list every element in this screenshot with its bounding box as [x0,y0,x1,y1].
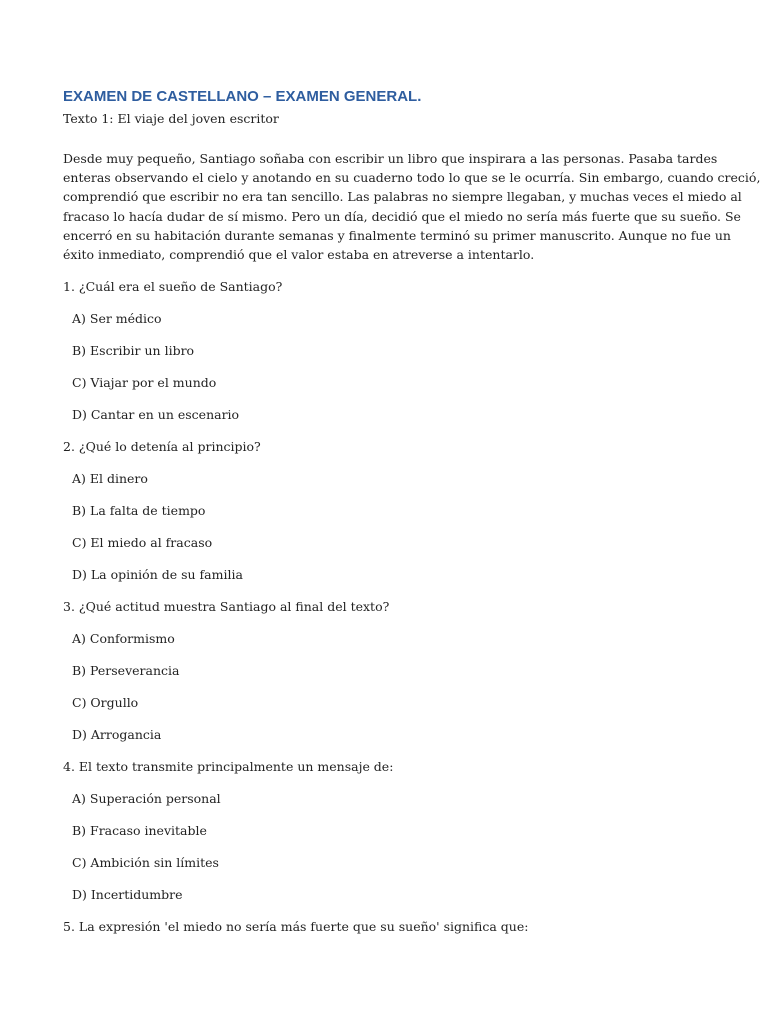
passage-line: fracaso lo hacía dudar de sí mismo. Pero un día, decidió que el miedo no sería más fuerte que su sueño. Se [63,208,741,224]
question-1-option-a: A) Ser médico [72,311,162,326]
passage-line: éxito inmediato, comprendió que el valor estaba en atreverse a intentarlo. [63,247,535,263]
passage-line: enteras observando el cielo y anotando en su cuaderno todo lo que se le ocurría. Sin embargo, cuando creció, [63,170,761,186]
text-subtitle: Texto 1: El viaje del joven escritor [63,111,279,126]
question-3-option-c: C) Orgullo [72,695,139,710]
question-4-option-d: D) Incertidumbre [72,887,183,902]
question-2-option-d: D) La opinión de su familia [72,567,243,582]
question-1-option-b: B) Escribir un libro [72,343,195,358]
document-title: EXAMEN DE CASTELLANO – EXAMEN GENERAL. [63,88,422,105]
question-2-option-b: B) La falta de tiempo [72,503,206,518]
question-2-option-a: A) El dinero [72,471,148,486]
question-4-option-c: C) Ambición sin límites [72,855,219,870]
question-3-option-a: A) Conformismo [72,631,175,646]
passage-line: Desde muy pequeño, Santiago soñaba con escribir un libro que inspirara a las personas. Pasaba tardes [63,151,718,166]
question-1-option-d: D) Cantar en un escenario [72,407,240,422]
passage-line: comprendió que escribir no era tan sencillo. Las palabras no siempre llegaban, y muchas veces el miedo al [63,189,742,205]
question-3-option-b: B) Perseverancia [72,663,180,678]
passage-line: encerró en su habitación durante semanas y finalmente terminó su primer manuscrito. Aunque no fue un [63,227,731,243]
question-3-option-d: D) Arrogancia [72,727,162,742]
question-1-option-c: C) Viajar por el mundo [72,375,217,390]
question-3: 3. ¿Qué actitud muestra Santiago al final del texto? [63,599,390,614]
question-4-option-a: A) Superación personal [72,791,221,806]
question-2: 2. ¿Qué lo detenía al principio? [63,439,261,454]
reading-passage [63,149,761,264]
question-5: 5. La expresión 'el miedo no sería más fuerte que su sueño' significa que: [63,919,529,934]
question-2-option-c: C) El miedo al fracaso [72,535,213,550]
question-4-option-b: B) Fracaso inevitable [72,823,207,838]
question-1: 1. ¿Cuál era el sueño de Santiago? [63,279,283,294]
question-4: 4. El texto transmite principalmente un mensaje de: [63,759,394,774]
